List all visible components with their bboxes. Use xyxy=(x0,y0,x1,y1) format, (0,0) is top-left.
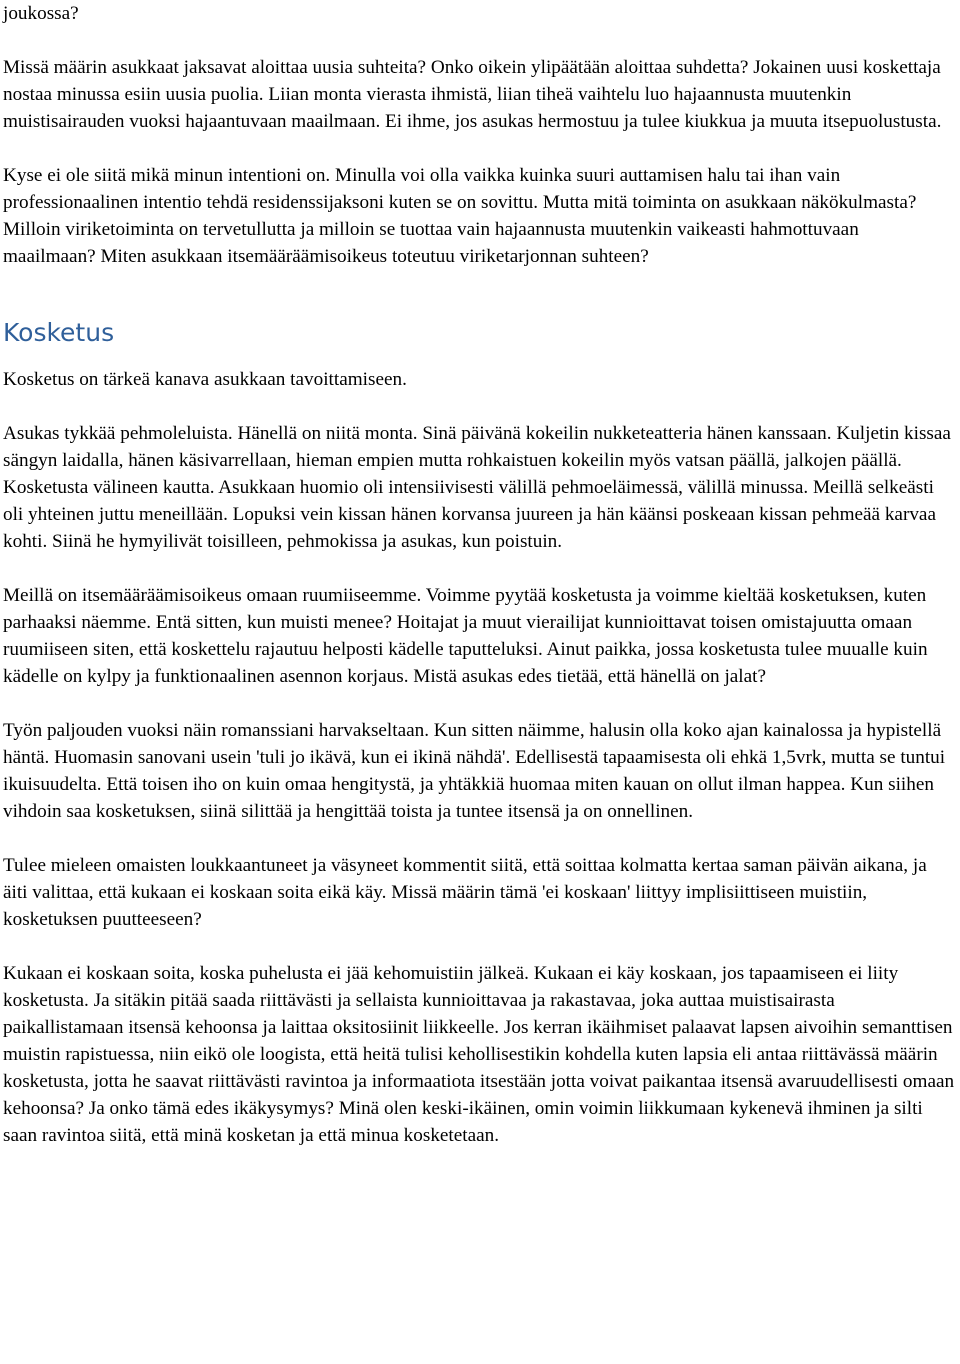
paragraph-gap xyxy=(3,690,955,717)
paragraph-body-memory: Kukaan ei koskaan soita, koska puhelusta ei jää kehomuistiin jälkeä. Kukaan ei käy koskaan, jos tapaamiseen ei liity kosketusta. Ja sitäkin pitää saada riittävästi ja sellaista kunnioittavaa ja rakastavaa, joka auttaa muistisairasta paikallistamaan itsensä kehoonsa ja laittaa oksitosiinit liikkeelle. Jos kerran ikäihmiset palaavat lapsen aivoihin semanttisen muistin rapistuessa, niin eikö ole loogista, että heitä tulisi kehollisestikin kohdella kuten lapsia eli antaa riittävässä määrin kosketusta, jotta he saavat riittävästi ravintoa ja informaatiota itsestään jotta voivat paikantaa itsensä avaruudellisesti omaan kehoonsa? Ja onko tämä edes ikäkysymys? Minä olen keski-ikäinen, omin voimin liikkumaan kykenevä ihminen ja silti saan ravintoa siitä, että minä kosketan ja että minua kosketetaan. xyxy=(3,963,955,1146)
intro-fragment: joukossa? xyxy=(3,3,79,24)
paragraph-self-determination: Meillä on itsemääräämisoikeus omaan ruumiiseemme. Voimme pyytää kosketusta ja voimme kieltää kosketuksen, kuten parhaaksi näemme. Entä sitten, kun muisti menee? Hoitajat ja muut vierailijat kunnioittavat toisen omistajuutta omaan ruumiiseen siten, että koskettelu rajautuu helposti kädelle taputteluksi. Ainut paikka, jossa kosketusta tulee muualle kuin kädelle on kylpy ja funktionaalinen asennon korjaus. Mistä asukas edes tietää, että hänellä on jalat? xyxy=(3,585,928,687)
paragraph-romance: Työn paljouden vuoksi näin romanssiani harvakseltaan. Kun sitten näimme, halusin olla koko ajan kainalossa ja hypistellä häntä. Huomasin sanovani usein 'tuli jo ikävä, kun ei ikinä nähdä'. Edellisestä tapaamisesta oli ehkä 1,5vrk, mutta se tuntui ikuisuudelta. Että toisen iho on kuin omaa hengitystä, ja yhtäkkiä huomaa miten kauan on ollut ilman happea. Kun siihen vihdoin saa kosketuksen, siinä silittää ja hengittää toista ja tuntee itsensä ja on onnellinen. xyxy=(3,720,946,822)
paragraph-intention: Kyse ei ole siitä mikä minun intentioni on. Minulla voi olla vaikka kuinka suuri auttamisen halu tai ihan vain professionaalinen intentio tehdä residenssijaksoni kuten se on sovittu. Mutta mitä toiminta on asukkaan näkökulmasta? Milloin viriketoiminta on tervetullutta ja milloin se tuottaa vain hajaannusta muutenkin vaikeasti hahmottuvaan maailmaan? Miten asukkaan itsemääräämisoikeus toteutuu viriketarjonnan suhteen? xyxy=(3,165,917,267)
paragraph-gap xyxy=(3,555,955,582)
document-page xyxy=(3,0,955,1149)
paragraph-gap xyxy=(3,135,955,162)
paragraph-gap xyxy=(3,393,955,420)
heading-gap xyxy=(3,270,955,313)
section-heading: Kosketus xyxy=(3,318,115,347)
paragraph-gap xyxy=(3,27,955,54)
paragraph-touch-channel: Kosketus on tärkeä kanava asukkaan tavoittamiseen. xyxy=(3,369,407,390)
heading-gap xyxy=(3,353,955,366)
paragraph-relatives: Tulee mieleen omaisten loukkaantuneet ja väsyneet kommentit siitä, että soittaa kolmatta kertaa saman päivän aikana, ja äiti valittaa, että kukaan ei koskaan soita eikä käy. Missä määrin tämä 'ei koskaan' liittyy implisiittiseen muistiin, kosketuksen puutteeseen? xyxy=(3,855,927,930)
paragraph-gap xyxy=(3,825,955,852)
paragraph-puppet-theatre: Asukas tykkää pehmoleluista. Hänellä on niitä monta. Sinä päivänä kokeilin nukketeatteria hänen kanssaan. Kuljetin kissaa sängyn laidalla, hänen käsivarrellaan, hieman empien mutta rohkaistuen kokeilin myös vatsan päällä, jalkojen päällä. Kosketusta välineen kautta. Asukkaan huomio oli intensiivisesti välillä pehmoeläimessä, välillä minussa. Meillä selkeästi oli yhteinen juttu meneillään. Lopuksi vein kissan hänen korvansa juureen ja hän käänsi poskeaan kissan pehmeää karvaa kohti. Siinä he hymyilivät toisilleen, pehmokissa ja asukas, kun poistuin. xyxy=(3,423,951,552)
paragraph-participation: Missä määrin asukkaat jaksavat aloittaa uusia suhteita? Onko oikein ylipäätään aloittaa suhdetta? Jokainen uusi koskettaja nostaa minussa esiin uusia puolia. Liian monta vierasta ihmistä, liian tiheä vaihtelu luo hajaannusta muutenkin muistisairauden vuoksi hajaantuvaan maailmaan. Ei ihme, jos asukas hermostuu ja tulee kiukkua ja muuta itsepuolustusta. xyxy=(3,57,942,132)
paragraph-gap xyxy=(3,933,955,960)
